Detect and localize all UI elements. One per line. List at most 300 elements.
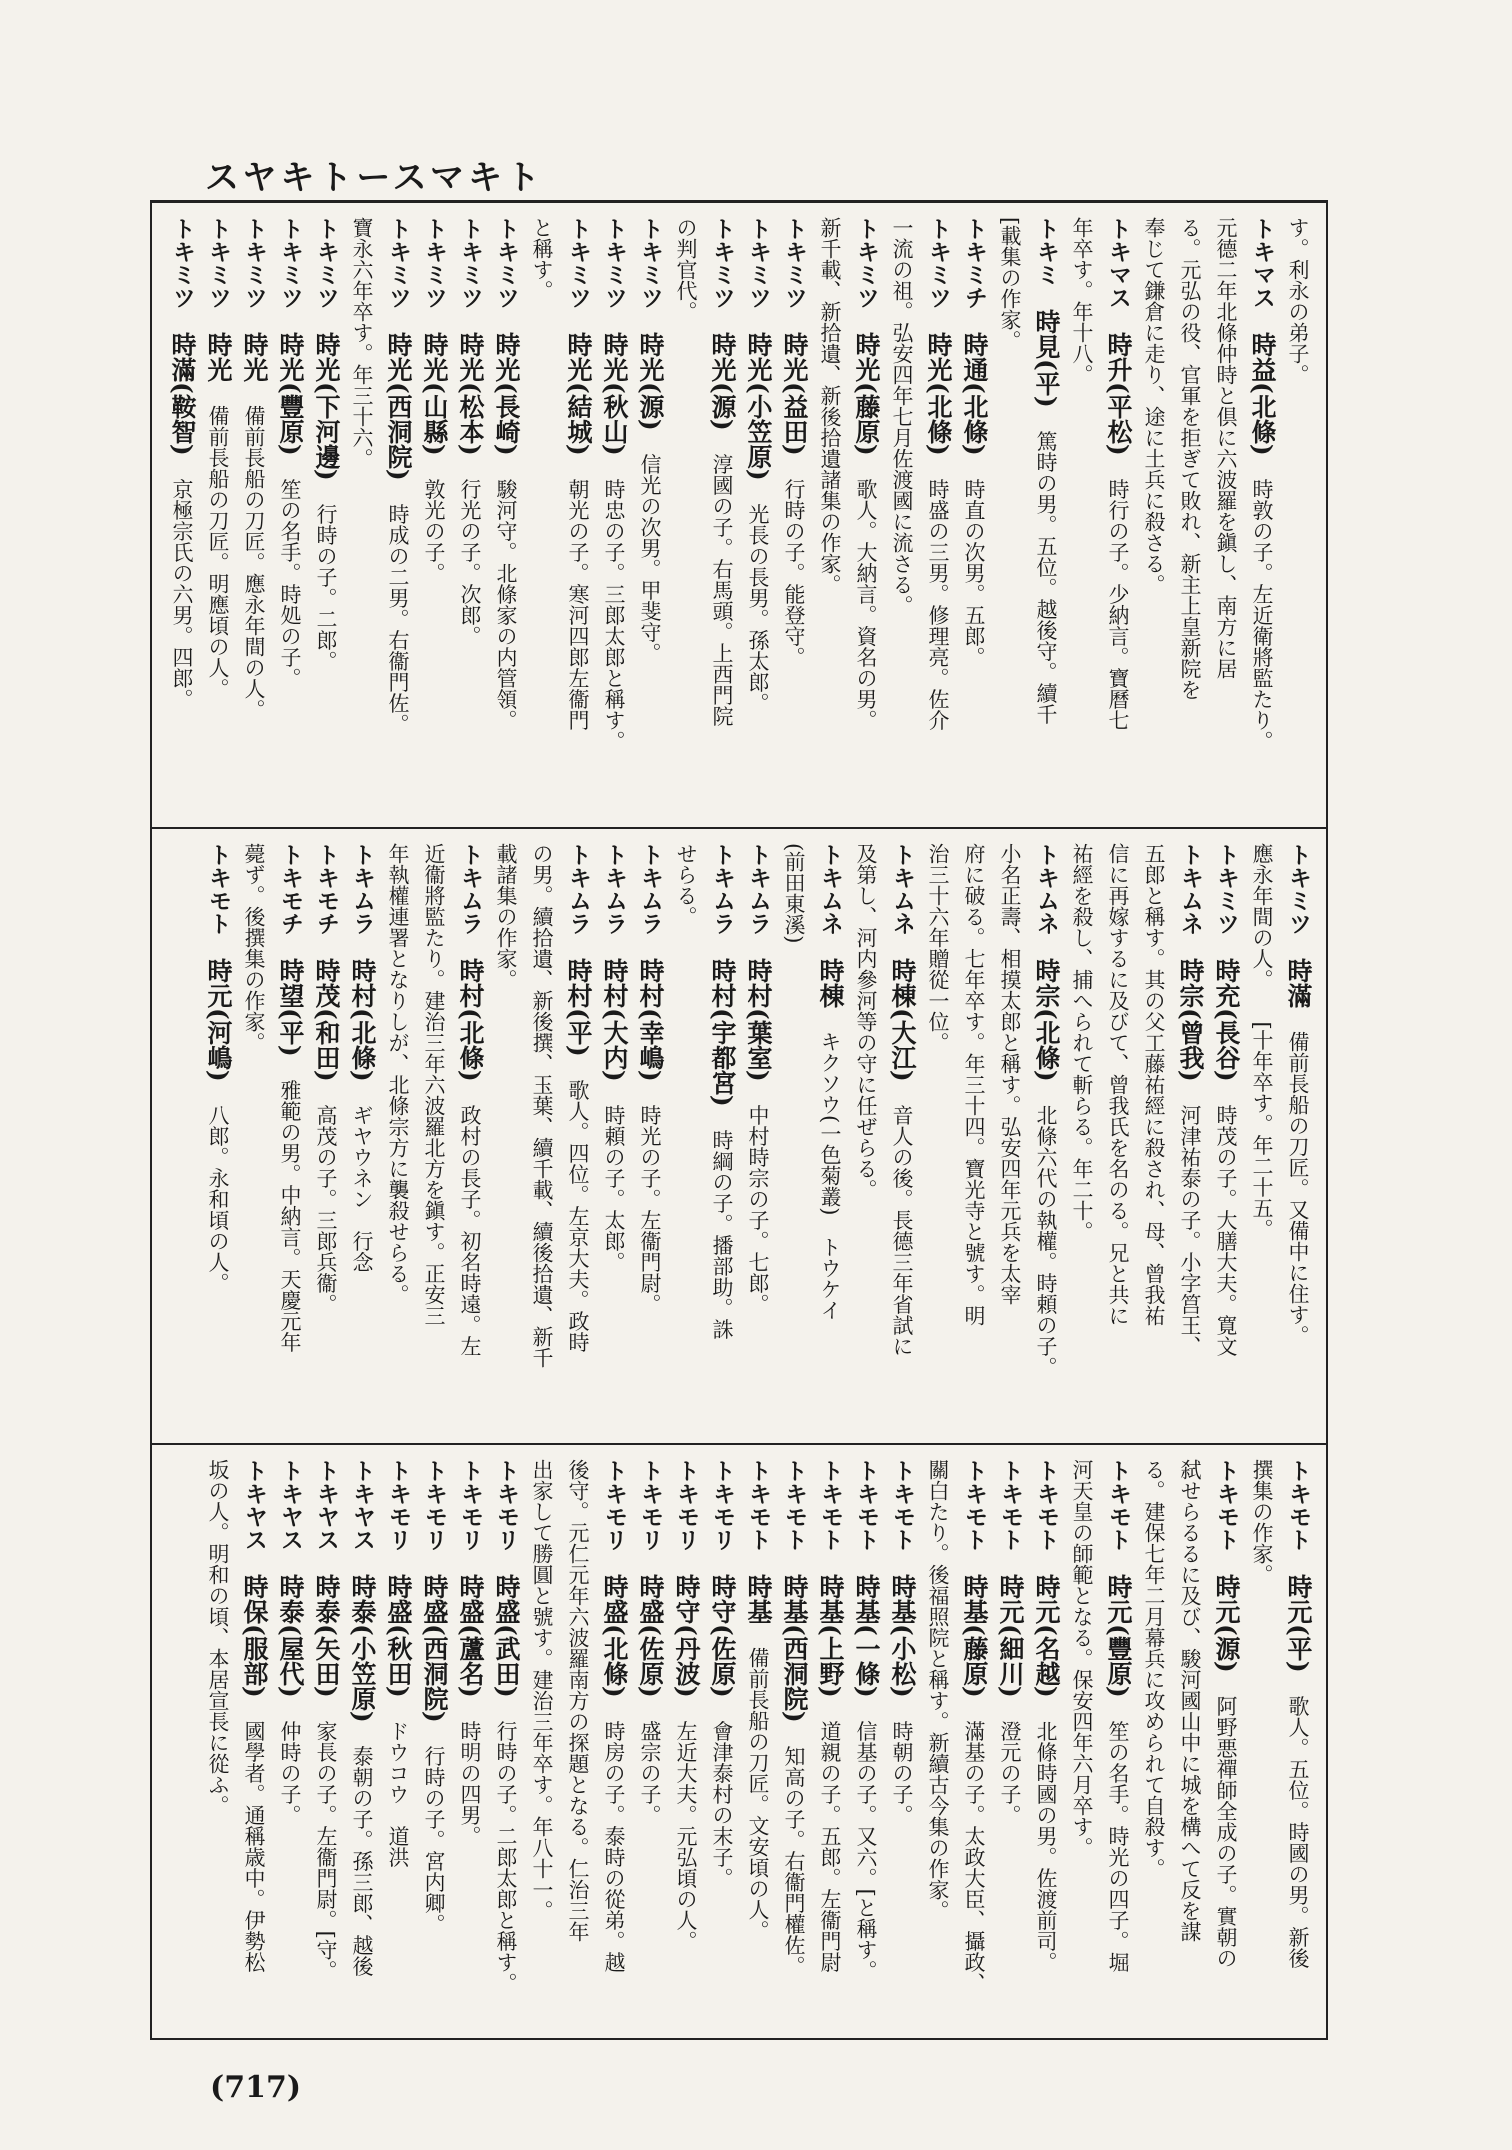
entry-description: 駿河守。北條家の内管領。 <box>494 478 518 731</box>
entry-column <box>236 843 272 1431</box>
entry-column <box>272 843 308 1431</box>
entry-description: 備前長船の刀匠。應永年間の人。 <box>242 405 266 720</box>
entry-description: 薨ず。後撰集の作家。 <box>242 843 266 1053</box>
entry-description: 歌人。五位。時國の男。新後 <box>1286 1695 1310 1969</box>
entry-column <box>920 843 956 1431</box>
entry-column <box>200 843 236 1431</box>
entry-name: 時光(西洞院) <box>384 332 413 481</box>
entry-name: 時基(小松) <box>888 1574 917 1698</box>
entry-column <box>1244 843 1280 1431</box>
entry-name: 時盛(佐原) <box>636 1574 665 1698</box>
entry-name: 時基(一條) <box>852 1574 881 1698</box>
entry-column <box>704 1459 740 2029</box>
entry-reading: トキミツ <box>205 217 231 309</box>
entry-reading: トキモリ <box>637 1459 663 1551</box>
entry-band-middle <box>152 827 1326 1441</box>
entry-reading: トキミツ <box>457 217 483 309</box>
entry-description: と稱す。 <box>530 217 554 301</box>
entry-description: 敦光の子。 <box>422 478 446 584</box>
entry-reading: トキミツ <box>385 217 411 309</box>
entry-reading: トキモト <box>817 1459 843 1551</box>
entry-column <box>1172 1459 1208 2029</box>
entry-description: す。利永の弟子。 <box>1286 217 1310 385</box>
entry-description: キクソウ(一色菊叢) トウケイ <box>818 1031 842 1321</box>
entry-description: 時敦の子。左近衛將監たり。 <box>1250 478 1274 752</box>
entry-band-bottom <box>152 1443 1326 2039</box>
entry-description: (前田東溪) <box>782 843 806 944</box>
entry-reading: トキミツ <box>1213 843 1239 935</box>
entry-reading: トキヤス <box>313 1459 339 1551</box>
entry-column <box>1208 217 1244 815</box>
entry-description: 備前長船の刀匠。明應頃の人。 <box>206 405 230 699</box>
entry-reading: トキミツ <box>169 217 195 309</box>
entry-column <box>560 843 596 1431</box>
entry-name: 時保(服部) <box>240 1574 269 1698</box>
entry-column <box>920 1459 956 2029</box>
entry-description: 備前長船の刀匠。又備中に住す。 <box>1286 1031 1310 1346</box>
entry-column <box>524 843 560 1431</box>
entry-column <box>452 843 488 1431</box>
entry-description: 盛宗の子。 <box>638 1720 662 1826</box>
entry-column <box>776 843 812 1431</box>
entry-reading: トキヤス <box>349 1459 375 1551</box>
entry-name: 時盛(西洞院) <box>420 1574 449 1723</box>
entry-name: 時光(結城) <box>564 332 593 456</box>
entry-column <box>596 217 632 815</box>
entry-description: 阿野悪禪師全成の子。實朝の <box>1214 1695 1238 1969</box>
entry-name: 時茂(和田) <box>312 958 341 1082</box>
entry-name: 時光 <box>204 332 233 382</box>
entry-name: 時宗(曾我) <box>1176 958 1205 1082</box>
entry-name: 時光(下河邊) <box>312 332 341 481</box>
entry-reading: トキヤス <box>277 1459 303 1551</box>
entry-column <box>956 217 992 815</box>
entry-name: 時盛(蘆名) <box>456 1574 485 1698</box>
entry-name: 時通(北條) <box>960 332 989 456</box>
entry-reading: トキヤス <box>241 1459 267 1551</box>
entry-name: 時光(益田) <box>780 332 809 456</box>
entry-column <box>560 1459 596 2029</box>
entry-column <box>884 217 920 815</box>
entry-column <box>884 1459 920 2029</box>
entry-description: 後守。元仁元年六波羅南方の探題となる。仁治三年 <box>566 1459 590 1942</box>
entry-description: 笙の名手。時処の子。 <box>278 478 302 689</box>
entry-description: 近衞將監たり。建治三年六波羅北方を鎭す。正安三 <box>422 843 446 1326</box>
entry-description: 治三十六年贈從一位。 <box>926 843 950 1053</box>
entry-description: 元德二年北條仲時と倶に六波羅を鎭し、南方に居 <box>1214 217 1238 679</box>
entry-column <box>632 217 668 815</box>
entry-reading: トキモト <box>205 843 231 935</box>
entry-description: 寶永六年卒す。年三十六。 <box>350 217 374 469</box>
entry-name: 時光(北條) <box>924 332 953 456</box>
entry-reading: トキムラ <box>565 843 591 935</box>
entry-column <box>1208 1459 1244 2029</box>
entry-description: 坂の人。明和の頃、本居宣長に從ふ。 <box>206 1459 230 1816</box>
entry-column <box>308 217 344 815</box>
entry-reading: トキミツ <box>1285 843 1311 935</box>
entry-description: 左近大夫。元弘頃の人。 <box>674 1720 698 1952</box>
entry-description: 一流の祖。弘安四年七月佐渡國に流さる。 <box>890 217 914 616</box>
entry-description: ドウコウ 道洪 <box>386 1720 410 1868</box>
entry-column <box>236 217 272 815</box>
entry-description: 淳國の子。右馬頭。上西門院 <box>710 453 734 727</box>
entry-description: 行光の子。次郎。 <box>458 478 482 647</box>
entry-reading: トキモリ <box>421 1459 447 1551</box>
entry-column <box>1172 217 1208 815</box>
entry-column <box>380 1459 416 2029</box>
entry-description: 泰朝の子。孫三郎、越後 <box>350 1745 374 1977</box>
entry-name: 時元(豐原) <box>1104 1574 1133 1698</box>
entry-column <box>164 217 200 815</box>
entry-description: 雅範の男。中納言。天慶元年 <box>278 1079 302 1353</box>
entry-column <box>452 1459 488 2029</box>
entry-description: 時光の子。左衞門尉。 <box>638 1104 662 1315</box>
entry-column <box>560 217 596 815</box>
entry-name: 時棟(大江) <box>888 958 917 1082</box>
entry-description: 年執權連署となりしが、北條宗方に襲殺せらる。 <box>386 843 410 1305</box>
entry-description: 道親の子。五郎。左衞門尉 <box>818 1720 842 1973</box>
entry-column <box>740 1459 776 2029</box>
entry-column <box>812 843 848 1431</box>
entry-column <box>992 217 1028 815</box>
entry-column <box>1208 843 1244 1431</box>
entry-column <box>776 217 812 815</box>
entry-description: 應永年間の人。 [十年卒す。年二十五。 <box>1250 843 1274 1240</box>
entry-description: 信基の子。又六。[と稱す。 <box>854 1720 878 1981</box>
entry-name: 時光(源) <box>708 332 737 431</box>
entry-reading: トキモチ <box>277 843 303 935</box>
entry-column <box>416 843 452 1431</box>
entry-reading: トキモト <box>1033 1459 1059 1551</box>
entry-column <box>920 217 956 815</box>
entry-name: 時泰(矢田) <box>312 1574 341 1698</box>
entry-description: 會津泰村の末子。 <box>710 1720 734 1889</box>
entry-description: る。建保七年二月幕兵に攻められて自殺す。 <box>1142 1459 1166 1879</box>
entry-reading: トキミツ <box>853 217 879 309</box>
entry-description: 時盛の三男。修理亮。佐介 <box>926 478 950 731</box>
entry-column <box>668 843 704 1431</box>
entry-column <box>488 1459 524 2029</box>
entry-name: 時盛(北條) <box>600 1574 629 1698</box>
entry-description: 行時の子。二郎太郎と稱す。 <box>494 1720 518 1994</box>
entry-column <box>956 1459 992 2029</box>
entry-column <box>812 217 848 815</box>
entry-name: 時盛(秋田) <box>384 1574 413 1698</box>
entry-column <box>884 843 920 1431</box>
entry-reading: トキムラ <box>349 843 375 935</box>
entry-name: 時光(松本) <box>456 332 485 456</box>
entry-column <box>668 1459 704 2029</box>
entry-name: 時泰(小笠原) <box>348 1574 377 1723</box>
entry-name: 時光(秋山) <box>600 332 629 456</box>
entry-name: 時光(長崎) <box>492 332 521 456</box>
entry-description: 關白たり。後福照院と稱す。新續古今集の作家。 <box>926 1459 950 1921</box>
entry-name: 時村(北條) <box>456 958 485 1082</box>
entry-column <box>1028 217 1064 815</box>
entry-description: [載集の作家。 <box>998 217 1022 352</box>
entry-column <box>272 1459 308 2029</box>
entry-column <box>1100 1459 1136 2029</box>
entry-name: 時益(北條) <box>1248 332 1277 456</box>
entry-reading: トキムネ <box>1033 843 1059 935</box>
entry-column <box>632 843 668 1431</box>
entry-description: 及第し、河内參河等の守に任ぜらる。 <box>854 843 878 1200</box>
page-number: (717) <box>210 2070 302 2105</box>
entry-column <box>992 1459 1028 2029</box>
entry-column <box>812 1459 848 2029</box>
entry-reading: トキモチ <box>313 843 339 935</box>
entry-column <box>488 843 524 1431</box>
entry-description: 備前長船の刀匠。文安頃の人。 <box>746 1647 770 1941</box>
entry-column <box>596 1459 632 2029</box>
entry-reading: トキミツ <box>637 217 663 309</box>
entry-description: 時忠の子。三郎太郎と稱す。 <box>602 478 626 752</box>
entry-column <box>1172 843 1208 1431</box>
entry-name: 時基(西洞院) <box>780 1574 809 1723</box>
entry-description: 時成の二男。右衞門佐。 <box>386 503 410 735</box>
entry-description: 音人の後。長德三年省試に <box>890 1104 914 1357</box>
entry-name: 時村(大内) <box>600 958 629 1082</box>
entry-description: 歌人。四位。左京大夫。政時 <box>566 1079 590 1353</box>
entry-name: 時村(宇都宮) <box>708 958 737 1107</box>
running-head: スヤキトースマキト <box>205 158 544 198</box>
entry-description: 家長の子。左衞門尉。[守。 <box>314 1720 338 1981</box>
entry-name: 時守(丹波) <box>672 1574 701 1698</box>
entry-description: ギヤウネン 行念 <box>350 1104 374 1273</box>
entry-name: 時基(藤原) <box>960 1574 989 1698</box>
entry-description: 篤時の男。五位。越後守。續千 <box>1034 430 1058 725</box>
entry-reading: トキモト <box>889 1459 915 1551</box>
entry-description: 歌人。大納言。資名の男。 <box>854 478 878 731</box>
entry-name: 時見(平) <box>1032 309 1061 408</box>
entry-column <box>704 217 740 815</box>
entry-reading: トキミツ <box>601 217 627 309</box>
entry-column <box>668 217 704 815</box>
entry-reading: トキモリ <box>457 1459 483 1551</box>
entry-column <box>1028 843 1064 1431</box>
entry-description: 時茂の子。大膳大夫。寛文 <box>1214 1104 1238 1357</box>
entry-reading: トキムラ <box>457 843 483 935</box>
entry-column <box>1064 217 1100 815</box>
entry-description: 撰集の作家。 <box>1250 1459 1274 1585</box>
entry-description: 北條六代の執權。時頼の子。 <box>1034 1104 1058 1378</box>
entry-description: 時朝の子。 <box>890 1720 914 1826</box>
entry-description: 載諸集の作家。 <box>494 843 518 990</box>
entry-description: 新千載、新拾遺、新後拾遺諸集の作家。 <box>818 217 842 595</box>
entry-name: 時村(葉室) <box>744 958 773 1082</box>
entry-column <box>1028 1459 1064 2029</box>
entry-name: 時元(名越) <box>1032 1574 1061 1698</box>
entry-name: 時元(平) <box>1284 1574 1313 1673</box>
entry-reading: トキミツ <box>313 217 339 309</box>
entry-name: 時村(北條) <box>348 958 377 1082</box>
entry-description: 出家して勝圓と號す。建治三年卒す。年八十一。 <box>530 1459 554 1921</box>
entry-description: 仲時の子。 <box>278 1720 302 1826</box>
entry-description: 時頼の子。太郎。 <box>602 1104 626 1273</box>
entry-column <box>344 843 380 1431</box>
entry-column <box>416 217 452 815</box>
entry-name: 時滿 <box>1284 958 1313 1008</box>
entry-description: 北條時國の男。佐渡前司。 <box>1034 1720 1058 1973</box>
entry-column <box>848 217 884 815</box>
entry-column <box>308 1459 344 2029</box>
entry-description: 高茂の子。三郎兵衞。 <box>314 1104 338 1315</box>
entry-column <box>272 217 308 815</box>
entry-column <box>416 1459 452 2029</box>
entry-column <box>704 843 740 1431</box>
entry-reading: トキモト <box>1285 1459 1311 1551</box>
entry-reading: トキミツ <box>421 217 447 309</box>
entry-column <box>776 1459 812 2029</box>
dictionary-page-frame <box>150 200 1328 2040</box>
entry-name: 時棟 <box>816 958 845 1008</box>
entry-column <box>1100 217 1136 815</box>
entry-reading: トキミツ <box>709 217 735 309</box>
entry-band-top <box>152 203 1326 825</box>
entry-description: 光長の長男。孫太郎。 <box>746 503 770 714</box>
entry-description: 時綱の子。播部助。誅 <box>710 1129 734 1340</box>
entry-column <box>380 217 416 815</box>
entry-name: 時基(上野) <box>816 1574 845 1698</box>
entry-description: 知高の子。右衞門權佐。 <box>782 1745 806 1977</box>
entry-description: 時明の四男。 <box>458 1720 482 1847</box>
entry-column <box>524 217 560 815</box>
entry-name: 時元(細川) <box>996 1574 1025 1698</box>
entry-description: の判官代。 <box>674 217 698 322</box>
entry-column <box>848 1459 884 2029</box>
entry-reading: トキモリ <box>709 1459 735 1551</box>
entry-description: 府に破る。七年卒す。年三十四。寶光寺と號す。明 <box>962 843 986 1326</box>
entry-reading: トキミツ <box>493 217 519 309</box>
entry-description: 奉じて鎌倉に走り、途に土兵に殺さる。 <box>1142 217 1166 595</box>
entry-column <box>992 843 1028 1431</box>
entry-name: 時守(佐原) <box>708 1574 737 1698</box>
entry-name: 時光(藤原) <box>852 332 881 456</box>
entry-description: 京極宗氏の六男。四郎。 <box>170 478 194 710</box>
entry-reading: トキムラ <box>745 843 771 935</box>
entry-reading: トキムラ <box>637 843 663 935</box>
entry-column <box>1136 1459 1172 2029</box>
entry-column <box>1064 843 1100 1431</box>
entry-reading: トキマス <box>1249 217 1275 309</box>
entry-description: 小名正壽、相摸太郎と稱す。弘安四年元兵を太宰 <box>998 843 1022 1305</box>
entry-reading: トキモト <box>1105 1459 1131 1551</box>
entry-column <box>740 217 776 815</box>
entry-column <box>740 843 776 1431</box>
entry-description: 年卒す。年十八。 <box>1070 217 1094 385</box>
entry-reading: トキムラ <box>709 843 735 935</box>
entry-column <box>1280 843 1316 1431</box>
entry-column <box>452 217 488 815</box>
entry-description: 河天皇の師範となる。保安四年六月卒す。 <box>1070 1459 1094 1858</box>
entry-reading: トキミツ <box>925 217 951 309</box>
entry-description: 澄元の子。 <box>998 1720 1022 1826</box>
entry-column <box>956 843 992 1431</box>
entry-reading: トキミツ <box>277 217 303 309</box>
entry-reading: トキモト <box>997 1459 1023 1551</box>
entry-name: 時宗(北條) <box>1032 958 1061 1082</box>
entry-column <box>1136 843 1172 1431</box>
entry-description: せらる。 <box>674 843 698 927</box>
entry-description: の男。續拾遺、新後撰、玉葉、續千載、續後拾遺、新千 <box>530 843 554 1368</box>
entry-column <box>200 1459 236 2029</box>
entry-name: 時元(源) <box>1212 1574 1241 1673</box>
entry-column <box>308 843 344 1431</box>
entry-name: 時村(平) <box>564 958 593 1057</box>
entry-description: 朝光の子。寒河四郎左衞門 <box>566 478 590 731</box>
entry-reading: トキミツ <box>565 217 591 309</box>
entry-reading: トキモト <box>781 1459 807 1551</box>
entry-name: 時泰(屋代) <box>276 1574 305 1698</box>
entry-name: 時光(山縣) <box>420 332 449 456</box>
entry-reading: トキモリ <box>673 1459 699 1551</box>
entry-description: 行時の子。二郎。 <box>314 503 338 672</box>
entry-column <box>1280 1459 1316 2029</box>
entry-name: 時升(平松) <box>1104 332 1133 456</box>
entry-description: 政村の長子。初名時遠。左 <box>458 1104 482 1357</box>
entry-description: 祐經を殺し、捕へられて斬らる。年二十。 <box>1070 843 1094 1242</box>
entry-reading: トキムネ <box>1177 843 1203 935</box>
entry-name: 時光(源) <box>636 332 665 431</box>
entry-column <box>848 843 884 1431</box>
entry-name: 時充(長谷) <box>1212 958 1241 1082</box>
entry-column <box>1100 843 1136 1431</box>
entry-column <box>1244 217 1280 815</box>
entry-column <box>1064 1459 1100 2029</box>
entry-description: 信光の次男。甲斐守。 <box>638 453 662 664</box>
entry-description: 行時の子。宮内卿。 <box>422 1745 446 1935</box>
entry-column <box>200 217 236 815</box>
entry-description: 八郎。永和頃の人。 <box>206 1104 230 1294</box>
entry-description: 五郎と稱す。其の父工藤祐經に殺され、母、曾我祐 <box>1142 843 1166 1326</box>
entry-column <box>1136 217 1172 815</box>
entry-reading: トキモリ <box>601 1459 627 1551</box>
entry-reading: トキモト <box>745 1459 771 1551</box>
entry-column <box>488 217 524 815</box>
entry-column <box>380 843 416 1431</box>
entry-reading: トキモト <box>961 1459 987 1551</box>
entry-column <box>632 1459 668 2029</box>
entry-reading: トキムネ <box>889 843 915 935</box>
entry-description: 時房の子。泰時の從弟。越 <box>602 1720 626 1973</box>
entry-column <box>524 1459 560 2029</box>
entry-reading: トキミチ <box>961 217 987 309</box>
entry-column <box>1280 217 1316 815</box>
entry-reading: トキミ <box>1033 217 1059 286</box>
entry-description: 時行の子。少納言。寶曆七 <box>1106 478 1130 731</box>
entry-name: 時元(河嶋) <box>204 958 233 1082</box>
entry-reading: トキミツ <box>241 217 267 309</box>
entry-column <box>1244 1459 1280 2029</box>
entry-description: 行時の子。能登守。 <box>782 478 806 668</box>
entry-reading: トキモト <box>853 1459 879 1551</box>
entry-name: 時光(豐原) <box>276 332 305 456</box>
entry-name: 時滿(鞍智) <box>168 332 197 456</box>
entry-description: 滿基の子。太政大臣、攝政、 <box>962 1720 986 1994</box>
entry-name: 時光 <box>240 332 269 382</box>
entry-reading: トキモト <box>1213 1459 1239 1551</box>
entry-name: 時望(平) <box>276 958 305 1057</box>
entry-description: 中村時宗の子。七郎。 <box>746 1104 770 1315</box>
entry-name: 時村(幸嶋) <box>636 958 665 1082</box>
entry-description: 國學者。通稱歳中。伊勢松 <box>242 1720 266 1973</box>
entry-reading: トキムラ <box>601 843 627 935</box>
entry-reading: トキミツ <box>781 217 807 309</box>
entry-name: 時基 <box>744 1574 773 1624</box>
entry-name: 時光(小笠原) <box>744 332 773 481</box>
entry-description: 時直の次男。五郎。 <box>962 478 986 668</box>
entry-reading: トキモリ <box>385 1459 411 1551</box>
